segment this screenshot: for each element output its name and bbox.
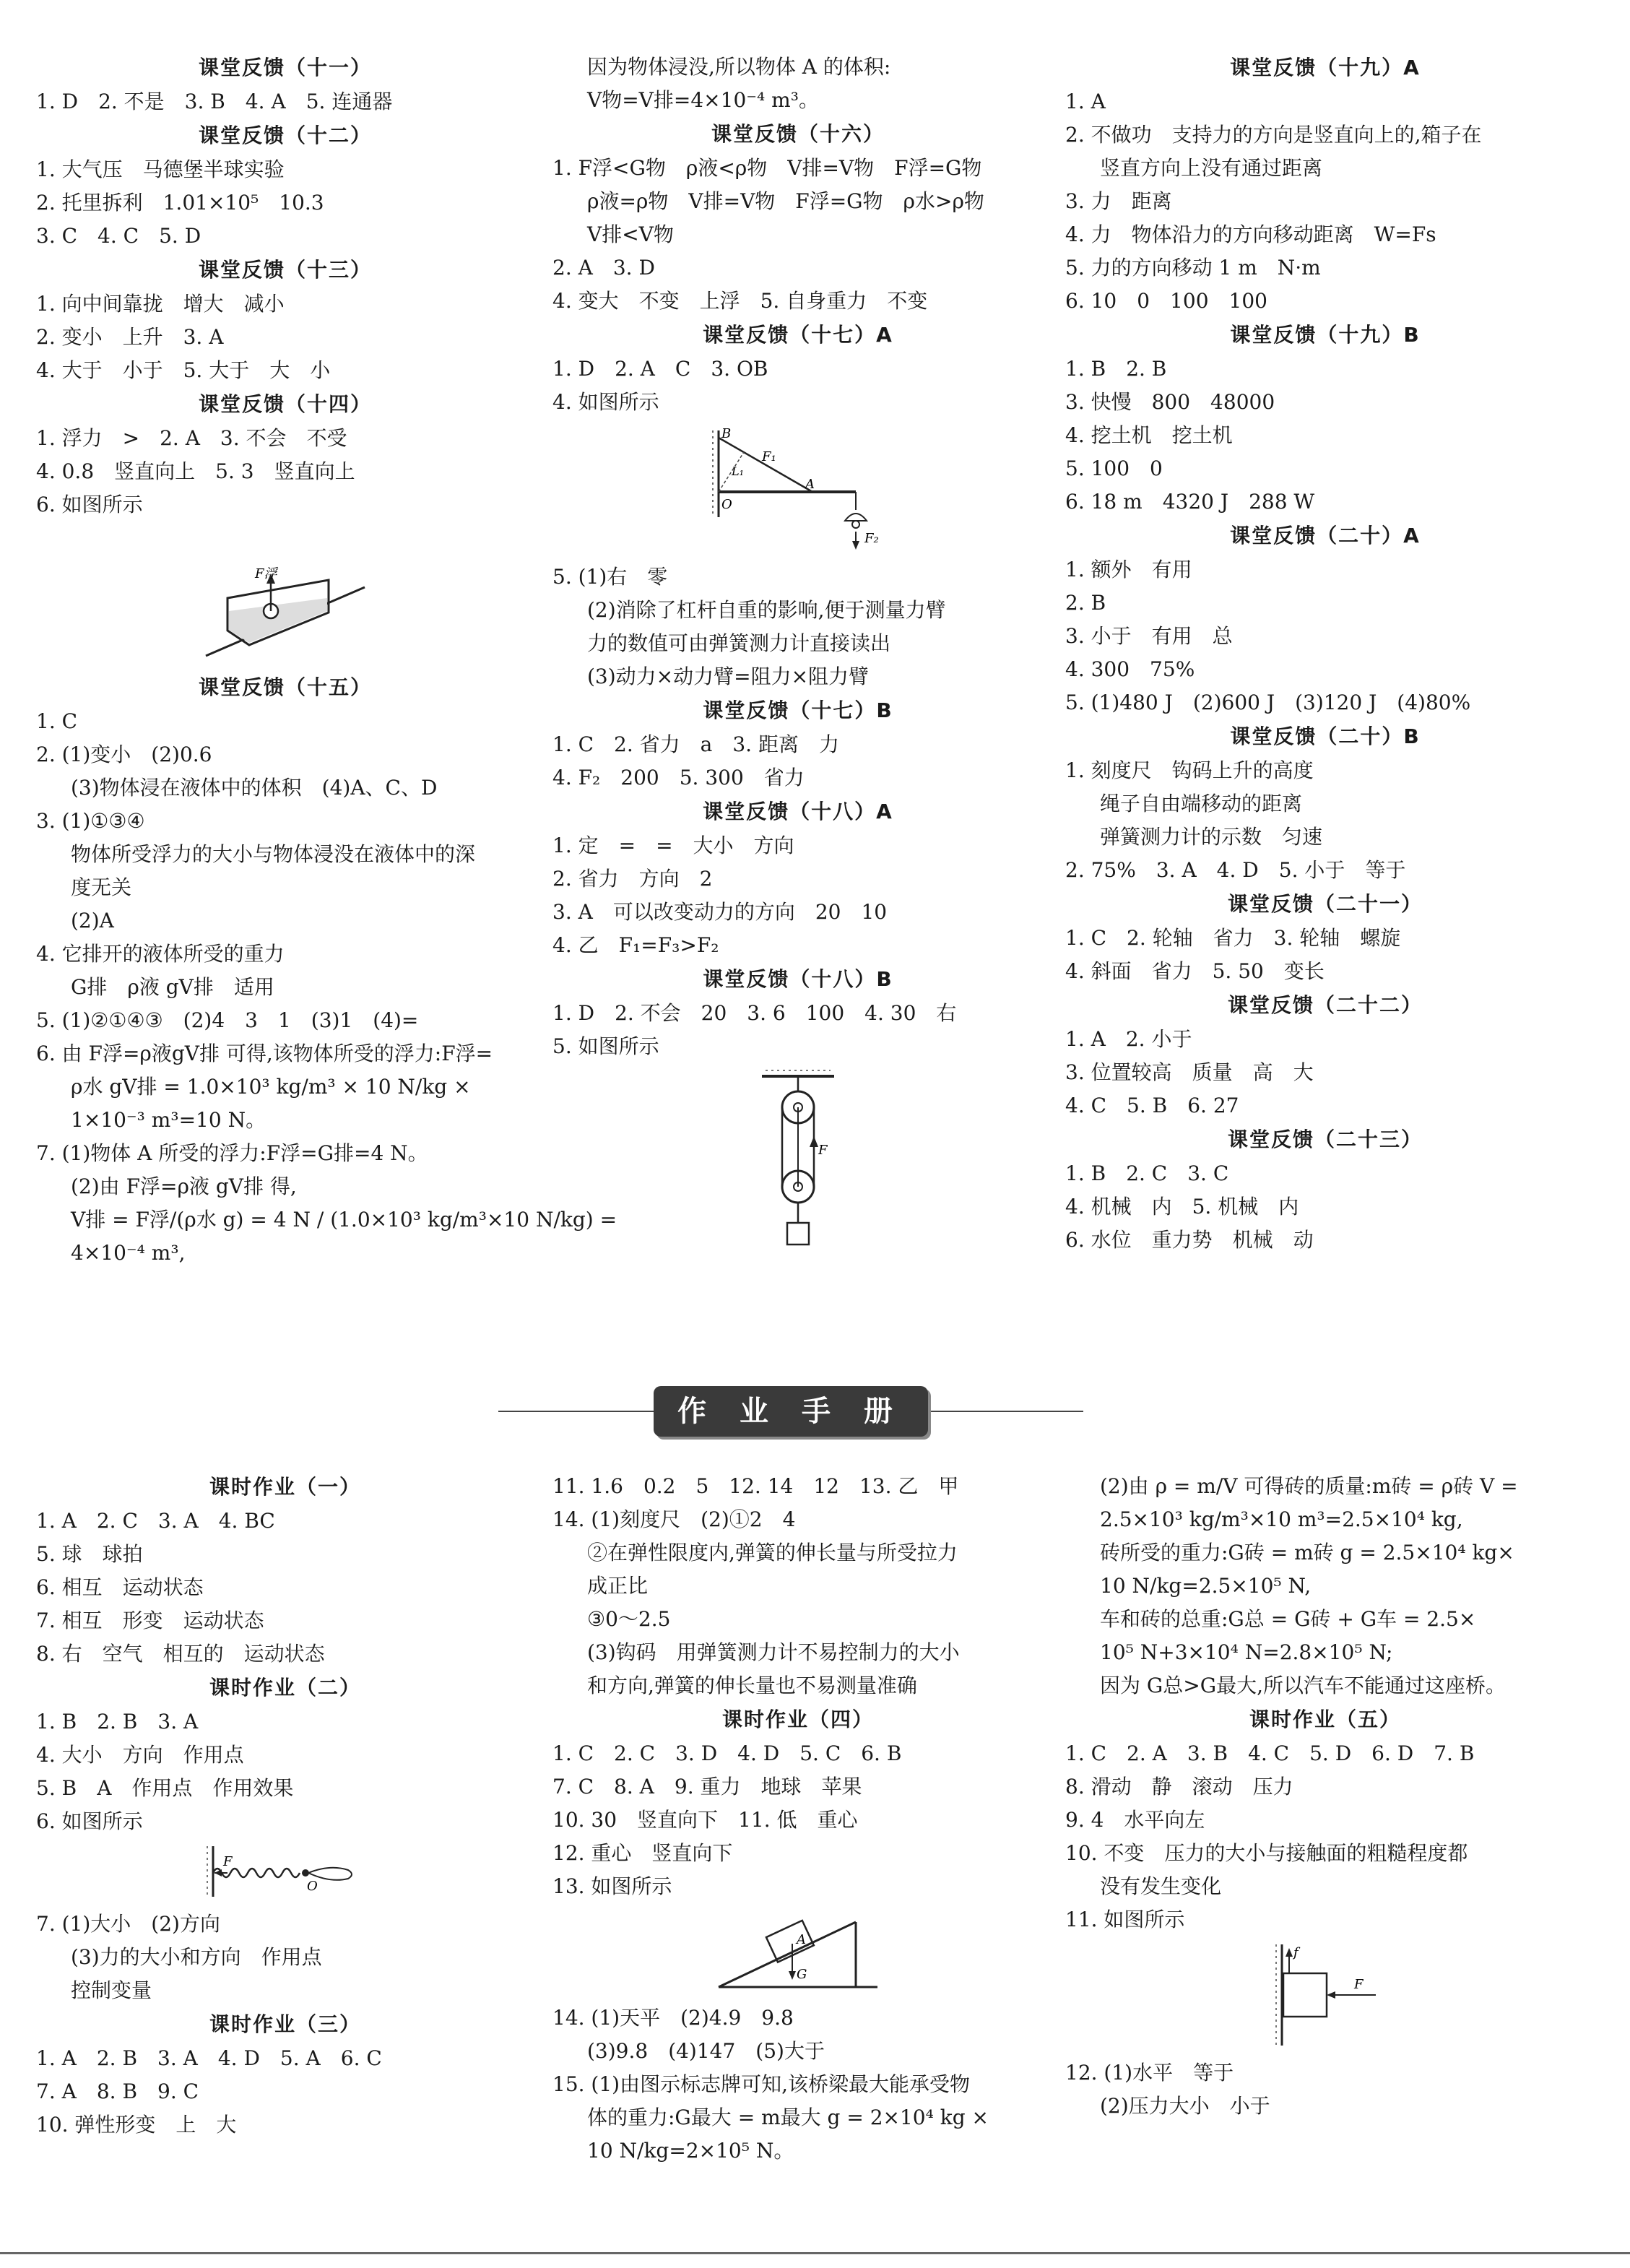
section-banner <box>0 1376 1630 1448</box>
banner-title: 作 业 手 册 <box>677 1395 904 1428</box>
answer-line: 5. (1)右 零 <box>552 565 668 589</box>
answer-line: 弹簧测力计的示数 匀速 <box>1100 825 1323 849</box>
answer-line: 10. 不变 压力的大小与接触面的粗糙程度都 <box>1065 1841 1468 1865</box>
spring-label-o: O <box>307 1879 318 1894</box>
answer-line: 2. B <box>1065 591 1106 615</box>
answer-line: 1. 刻度尺 钩码上升的高度 <box>1065 758 1314 782</box>
section-heading: 课堂反馈（十四） <box>198 392 372 416</box>
answer-line: (2)压力大小 小于 <box>1100 2094 1270 2118</box>
answer-line: 5. 球 球拍 <box>36 1542 143 1566</box>
answer-line: 2. 省力 方向 2 <box>552 867 713 891</box>
answer-line: 13. 如图所示 <box>552 1874 672 1898</box>
pulley-label-f: F <box>818 1143 828 1158</box>
section-heading: 课堂反馈（二十）B <box>1230 724 1421 748</box>
lever-label-f1: F₁ <box>762 449 776 464</box>
answer-line: 4. 0.8 竖直向上 5. 3 竖直向上 <box>36 459 355 483</box>
section-heading: 课堂反馈（二十二） <box>1227 993 1423 1017</box>
answer-line: 车和砖的总重:G总 = G砖 + G车 = 2.5× <box>1100 1607 1476 1631</box>
answer-line: 度无关 <box>71 875 132 899</box>
answer-line: 11. 如图所示 <box>1065 1908 1185 1931</box>
answer-line: 1. B 2. B <box>1065 357 1167 381</box>
answer-line: 1. A 2. 小于 <box>1065 1027 1192 1051</box>
answer-line: 因为 G总>G最大,所以汽车不能通过这座桥。 <box>1100 1674 1506 1697</box>
answer-line: 1. F浮<G物 ρ液<ρ物 V排=V物 F浮=G物 <box>552 156 982 180</box>
answer-line: 1. A <box>1065 90 1106 113</box>
section-heading: 课堂反馈（十九）B <box>1230 323 1421 347</box>
answer-line: 1. C 2. 省力 a 3. 距离 力 <box>552 732 839 756</box>
answer-line: 6. 由 F浮=ρ液gV排 可得,该物体所受的浮力:F浮= <box>36 1042 493 1065</box>
answer-line: 砖所受的重力:G砖 = m砖 g = 2.5×10⁴ kg× <box>1100 1541 1514 1564</box>
answer-line: 6. 如图所示 <box>36 1809 143 1833</box>
answer-line: 1. 定 = = 大小 方向 <box>552 834 794 857</box>
answer-line: 10. 弹性形变 上 大 <box>36 2113 237 2137</box>
answer-line: 2. (1)变小 (2)0.6 <box>36 743 212 766</box>
answer-line: 3. C 4. C 5. D <box>36 224 201 248</box>
answer-line: 7. (1)大小 (2)方向 <box>36 1912 220 1936</box>
answer-line: 15. (1)由图示标志牌可知,该桥梁最大能承受物 <box>552 2072 970 2096</box>
answer-line: 11. 1.6 0.2 5 12. 14 12 13. 乙 甲 <box>552 1474 959 1498</box>
answer-line: 5. (1)480 J (2)600 J (3)120 J (4)80% <box>1065 691 1471 714</box>
answer-line: 体的重力:G最大 = m最大 g = 2×10⁴ kg × <box>587 2105 989 2129</box>
section-heading: 课堂反馈（二十三） <box>1227 1127 1423 1151</box>
section-heading: 课堂反馈（十八）B <box>703 967 893 991</box>
top-column-2 <box>552 51 1044 1263</box>
answer-line: 竖直方向上没有通过距离 <box>1100 156 1323 180</box>
answer-line: V物=V排=4×10⁻⁴ m³。 <box>587 88 819 112</box>
answer-line: 4. 挖土机 挖土机 <box>1065 423 1233 447</box>
wall-label-f-friction: f <box>1293 1945 1299 1960</box>
section-heading: 课堂反馈（二十一） <box>1227 892 1423 916</box>
answer-line: 1. D 2. 不会 20 3. 6 100 4. 30 右 <box>552 1001 957 1025</box>
section-heading: 课堂反馈（十七）B <box>703 698 893 722</box>
section-heading: 课堂反馈（十三） <box>198 258 372 282</box>
answer-line: (2)由 F浮=ρ液 gV排 得, <box>71 1174 297 1198</box>
answer-line: 因为物体浸没,所以物体 A 的体积: <box>587 55 891 79</box>
answer-line: 7. C 8. A 9. 重力 地球 苹果 <box>552 1775 862 1799</box>
answer-line: 5. (1)②①④③ (2)4 3 1 (3)1 (4)= <box>36 1008 419 1032</box>
answer-line: 绳子自由端移动的距离 <box>1100 792 1303 815</box>
answer-line: 力的数值可由弹簧测力计直接读出 <box>587 631 891 655</box>
lever-label-b: B <box>721 426 732 441</box>
incline-diagram <box>711 1908 885 1994</box>
lever-label-l1: L₁ <box>732 464 745 478</box>
bottom-column-1 <box>36 1470 534 2142</box>
section-heading: 课堂反馈（十五） <box>198 675 372 699</box>
answer-line: 物体所受浮力的大小与物体浸没在液体中的深 <box>71 842 476 866</box>
answer-line: 10⁵ N+3×10⁴ N=2.8×10⁵ N; <box>1100 1640 1393 1664</box>
answer-line: 12. 重心 竖直向下 <box>552 1841 733 1865</box>
answer-line: 4. 如图所示 <box>552 390 659 414</box>
answer-line: (2)由 ρ = m/V 可得砖的质量:m砖 = ρ砖 V = <box>1100 1474 1518 1498</box>
answer-line: 1. C <box>36 709 78 733</box>
answer-line: 10 N/kg=2×10⁵ N。 <box>587 2139 794 2163</box>
lever-label-a: A <box>805 477 815 492</box>
answer-line: V排 = F浮/(ρ水 g) = 4 N / (1.0×10³ kg/m³×10 N/kg) = <box>71 1208 617 1232</box>
pulley-diagram <box>747 1068 849 1255</box>
answer-line: 和方向,弹簧的伸长量也不易测量准确 <box>587 1674 917 1697</box>
answer-line: 14. (1)刻度尺 (2)①2 4 <box>552 1507 796 1531</box>
spring-diagram <box>199 1843 372 1900</box>
answer-line: 1. A 2. B 3. A 4. D 5. A 6. C <box>36 2046 382 2070</box>
answer-line: 4. F₂ 200 5. 300 省力 <box>552 766 805 789</box>
section-heading: 课堂反馈（二十）A <box>1230 524 1421 547</box>
answer-line: 10. 30 竖直向下 11. 低 重心 <box>552 1808 858 1832</box>
lever-diagram <box>704 423 892 553</box>
top-column-3 <box>1065 51 1585 1257</box>
answer-line: 1. C 2. A 3. B 4. C 5. D 6. D 7. B <box>1065 1741 1475 1765</box>
section-heading: 课时作业（三） <box>209 2012 361 2036</box>
answer-line: 7. (1)物体 A 所受的浮力:F浮=G排=4 N。 <box>36 1141 428 1165</box>
banner-rule-left <box>498 1411 657 1412</box>
answer-line: 6. 如图所示 <box>36 493 143 516</box>
section-heading: 课堂反馈（十六） <box>711 122 885 146</box>
answer-line: 3. 小于 有用 总 <box>1065 624 1233 648</box>
section-heading: 课时作业（一） <box>209 1475 361 1499</box>
answer-line: 6. 10 0 100 100 <box>1065 289 1267 313</box>
answer-line: 3. A 可以改变动力的方向 20 10 <box>552 900 888 924</box>
answer-line: 3. 力 距离 <box>1065 189 1172 213</box>
answer-line: (3)9.8 (4)147 (5)大于 <box>587 2039 825 2063</box>
answer-line: 2. 托里拆利 1.01×10⁵ 10.3 <box>36 191 324 215</box>
answer-line: 1. C 2. C 3. D 4. D 5. C 6. B <box>552 1741 902 1765</box>
answer-line: 5. 如图所示 <box>552 1034 659 1058</box>
buoyancy-diagram <box>199 526 372 663</box>
answer-line: 1×10⁻³ m³=10 N。 <box>71 1108 266 1132</box>
bottom-column-3 <box>1065 1470 1585 2123</box>
answer-line: 成正比 <box>587 1574 649 1598</box>
section-heading: 课时作业（五） <box>1249 1708 1401 1731</box>
section-heading: 课时作业（四） <box>721 1708 874 1731</box>
answer-line: 12. (1)水平 等于 <box>1065 2061 1234 2085</box>
bottom-rule <box>0 2252 1630 2254</box>
answer-line: 4. 大于 小于 5. 大于 大 小 <box>36 358 331 382</box>
banner-rule-right <box>924 1411 1083 1412</box>
answer-line: 2.5×10³ kg/m³×10 m³=2.5×10⁴ kg, <box>1100 1507 1463 1531</box>
answer-line: 1. 大气压 马德堡半球实验 <box>36 157 285 181</box>
answer-line: 2. 变小 上升 3. A <box>36 325 224 349</box>
wall-label-f-force: F <box>1354 1977 1364 1992</box>
incline-label-g: G <box>797 1967 807 1982</box>
answer-line: 4. 机械 内 5. 机械 内 <box>1065 1195 1299 1219</box>
answer-line: 4. C 5. B 6. 27 <box>1065 1094 1239 1117</box>
answer-line: 5. 100 0 <box>1065 456 1163 480</box>
bottom-column-2 <box>552 1470 1044 2168</box>
buoyancy-force-label: F浮 <box>255 566 277 581</box>
spring-label-f: F <box>223 1854 233 1869</box>
answer-line: (2)A <box>71 909 114 932</box>
answer-line: 4. 乙 F₁=F₃>F₂ <box>552 933 719 957</box>
section-heading: 课时作业（二） <box>209 1676 361 1700</box>
answer-line: V排<V物 <box>587 222 674 246</box>
answer-line: 7. 相互 形变 运动状态 <box>36 1609 264 1632</box>
answer-line: 6. 相互 运动状态 <box>36 1575 204 1599</box>
answer-line: 3. (1)①③④ <box>36 809 145 833</box>
answer-line: 3. 快慢 800 48000 <box>1065 390 1275 414</box>
answer-line: 1. D 2. A C 3. OB <box>552 357 768 381</box>
answer-line: (2)消除了杠杆自重的影响,便于测量力臂 <box>587 598 946 622</box>
section-heading: 课堂反馈（十九）A <box>1230 56 1421 79</box>
answer-line: (3)钩码 用弹簧测力计不易控制力的大小 <box>587 1640 960 1664</box>
answer-line: (3)物体浸在液体中的体积 (4)A、C、D <box>71 776 438 800</box>
answer-line: 7. A 8. B 9. C <box>36 2079 199 2103</box>
answer-line: 2. 不做功 支持力的方向是竖直向上的,箱子在 <box>1065 123 1482 147</box>
incline-label-a: A <box>797 1932 806 1947</box>
answer-line: ③0～2.5 <box>587 1607 671 1631</box>
answer-line: 4. 变大 不变 上浮 5. 自身重力 不变 <box>552 289 928 313</box>
answer-line: ②在弹性限度内,弹簧的伸长量与所受拉力 <box>587 1541 958 1564</box>
answer-line: 2. A 3. D <box>552 256 655 280</box>
answer-line: 9. 4 水平向左 <box>1065 1808 1205 1832</box>
answer-line: 1. 浮力 > 2. A 3. 不会 不受 <box>36 426 347 450</box>
section-heading: 课堂反馈（十七）A <box>703 323 893 347</box>
answer-line: 14. (1)天平 (2)4.9 9.8 <box>552 2006 794 2030</box>
answer-line: 1. D 2. 不是 3. B 4. A 5. 连通器 <box>36 90 393 113</box>
section-heading: 课堂反馈（十二） <box>198 124 372 147</box>
answer-line: ρ液=ρ物 V排=V物 F浮=G物 ρ水>ρ物 <box>587 189 984 213</box>
answer-line: 没有发生变化 <box>1100 1874 1222 1898</box>
answer-line: 1. 向中间靠拢 增大 减小 <box>36 292 285 316</box>
answer-line: 8. 滑动 静 滚动 压力 <box>1065 1775 1293 1799</box>
answer-line: 4. 它排开的液体所受的重力 <box>36 942 285 966</box>
answer-line: 4. 斜面 省力 5. 50 变长 <box>1065 959 1325 983</box>
answer-line: 4. 力 物体沿力的方向移动距离 W=Fs <box>1065 222 1436 246</box>
answer-line: 2. 75% 3. A 4. D 5. 小于 等于 <box>1065 858 1406 882</box>
answer-line: 4. 大小 方向 作用点 <box>36 1743 244 1767</box>
answer-line: 1. A 2. C 3. A 4. BC <box>36 1509 275 1533</box>
answer-line: (3)动力×动力臂=阻力×阻力臂 <box>587 665 870 688</box>
section-heading: 课堂反馈（十八）A <box>703 800 893 823</box>
answer-line: 4. 300 75% <box>1065 657 1195 681</box>
lever-label-f2: F₂ <box>864 531 879 546</box>
answer-line: 1. 额外 有用 <box>1065 558 1192 581</box>
section-heading: 课堂反馈（十一） <box>198 56 372 79</box>
answer-line: (3)力的大小和方向 作用点 <box>71 1945 322 1969</box>
answer-line: 6. 水位 重力势 机械 动 <box>1065 1228 1314 1252</box>
answer-line: 5. 力的方向移动 1 m N·m <box>1065 256 1321 280</box>
answer-line: 1. C 2. 轮轴 省力 3. 轮轴 螺旋 <box>1065 926 1401 950</box>
answer-line: 1. B 2. C 3. C <box>1065 1161 1229 1185</box>
answer-line: 4×10⁻⁴ m³, <box>71 1241 186 1265</box>
answer-line: 3. 位置较高 质量 高 大 <box>1065 1060 1314 1084</box>
answer-line: 控制变量 <box>71 1978 152 2002</box>
answer-line: 6. 18 m 4320 J 288 W <box>1065 490 1315 514</box>
wall-block-diagram <box>1246 1941 1405 2049</box>
lever-label-o: O <box>721 497 732 512</box>
answer-line: 5. B A 作用点 作用效果 <box>36 1776 294 1800</box>
answer-line: 8. 右 空气 相互的 运动状态 <box>36 1642 325 1666</box>
answer-line: G排 ρ液 gV排 适用 <box>71 975 274 999</box>
answer-line: ρ水 gV排 = 1.0×10³ kg/m³ × 10 N/kg × <box>71 1075 471 1099</box>
answer-line: 1. B 2. B 3. A <box>36 1710 199 1734</box>
answer-line: 10 N/kg=2.5×10⁵ N, <box>1100 1574 1312 1598</box>
